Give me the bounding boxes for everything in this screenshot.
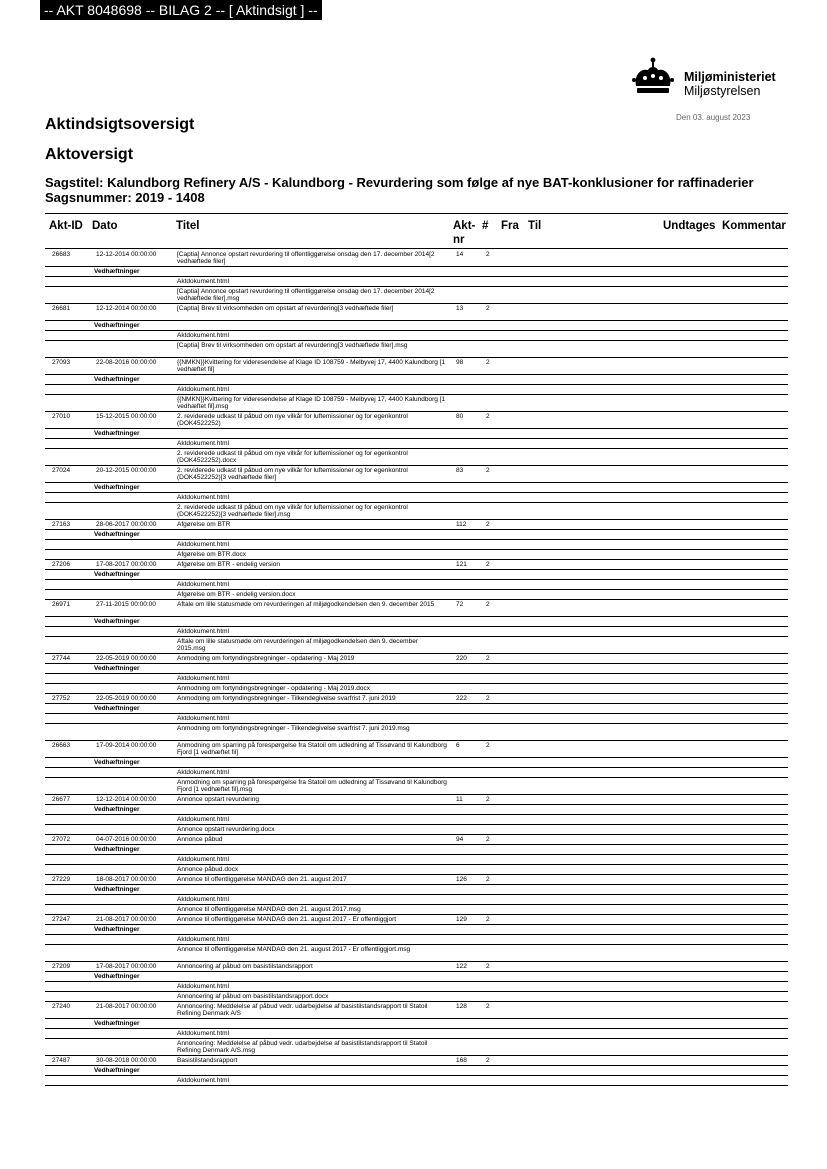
row-title: {{NMKN}}Kvittering for videresendelse af Klage ID 108759 - Melbyvej 17, 4400 Kalundborg [1 vedhæftet fil] xyxy=(177,359,446,374)
attachment-row xyxy=(45,503,788,520)
row-nr: 122 xyxy=(456,963,467,970)
table-row xyxy=(45,654,788,664)
attachment-name: Aktdokument.html xyxy=(177,628,230,635)
attachments-label-row xyxy=(45,530,788,540)
attachment-name: Annoncering af påbud om basistilstandsrapport.docx xyxy=(177,993,329,1000)
row-id: 27487 xyxy=(52,1057,71,1064)
attachment-name: Aktdokument.html xyxy=(177,494,230,501)
attachment-name: Afgørelse om BTR.docx xyxy=(177,551,246,558)
attachment-name: Aftale om lille statusmøde om revurderingen af miljøgodkendelsen den 9. december 2015.msg xyxy=(177,638,418,653)
row-nr: 98 xyxy=(456,359,464,366)
row-date: 20-12-2015 00:00:00 xyxy=(96,467,157,474)
row-title: Annonce påbud xyxy=(177,836,223,843)
row-id: 27209 xyxy=(52,963,71,970)
attachments-label: Vedhæftninger xyxy=(94,1020,140,1027)
attachments-label: Vedhæftninger xyxy=(94,846,140,853)
table-row xyxy=(45,915,788,925)
attachment-row xyxy=(45,825,788,835)
col-header-title: Titel xyxy=(176,220,200,232)
table-row xyxy=(45,694,788,704)
row-id: 27229 xyxy=(52,876,71,883)
attachments-label-row xyxy=(45,704,788,714)
attachments-label-row xyxy=(45,972,788,982)
row-count: 2 xyxy=(486,1057,490,1064)
row-title: Annoncering: Meddelelse af påbud vedr. udarbejdelse af basistilstandsrapport til Statoil Refining Denmark A/S xyxy=(177,1003,428,1018)
row-date: 12-12-2014 00:00:00 xyxy=(96,796,157,803)
row-count: 2 xyxy=(486,305,490,312)
attachment-row xyxy=(45,982,788,992)
table-row xyxy=(45,560,788,570)
attachment-row xyxy=(45,550,788,560)
row-title: Annonce til offentliggørelse MANDAG den 21. august 2017 xyxy=(177,876,347,883)
attachment-row xyxy=(45,778,788,795)
row-nr: 129 xyxy=(456,916,467,923)
attachments-label-row xyxy=(45,1019,788,1029)
row-nr: 11 xyxy=(456,796,463,803)
attachments-label: Vedhæftninger xyxy=(94,926,140,933)
page-subtitle: Aktoversigt xyxy=(45,146,134,163)
row-title: Anmodning om sparring på forespørgelse fra Statoil om udledning af Tissøvand til Kalundborg Fjord [1 vedhæftet fil] xyxy=(177,742,447,757)
row-id: 26681 xyxy=(52,305,71,312)
attachment-row xyxy=(45,395,788,412)
table-row xyxy=(45,358,788,375)
attachments-label-row xyxy=(45,429,788,439)
attachment-name: Annonce til offentliggørelse MANDAG den 21. august 2017.msg xyxy=(177,906,361,913)
attachment-row xyxy=(45,449,788,466)
attachment-row xyxy=(45,684,788,694)
attachment-row xyxy=(45,815,788,825)
attachment-row xyxy=(45,1029,788,1039)
row-id: 26663 xyxy=(52,742,71,749)
attachment-row xyxy=(45,493,788,503)
attachments-label-row xyxy=(45,925,788,935)
row-id: 26971 xyxy=(52,601,71,608)
table-row xyxy=(45,1002,788,1019)
attachments-label: Vedhæftninger xyxy=(94,268,140,275)
attachment-name: 2. reviderede udkast til påbud om nye vilkår for luftemissioner og for egenkontrol (DOK4522252)[3 vedhæftede filer].msg xyxy=(177,504,408,519)
attachment-name: Annoncering: Meddelelse af påbud vedr. udarbejdelse af basistilstandsrapport til Statoil Refining Denmark A/S.msg xyxy=(177,1040,428,1055)
attachments-label: Vedhæftninger xyxy=(94,886,140,893)
row-count: 2 xyxy=(486,876,490,883)
header-bottom-rule xyxy=(45,248,788,249)
row-title: Aftale om lille statusmøde om revurderingen af miljøgodkendelsen den 9. december 2015 xyxy=(177,601,435,608)
row-date: 15-12-2015 00:00:00 xyxy=(96,413,157,420)
logo-ministry-name: Miljøministeriet xyxy=(684,70,776,84)
attachments-label: Vedhæftninger xyxy=(94,973,140,980)
case-title: Sagstitel: Kalundborg Refinery A/S - Kalundborg - Revurdering som følge af nye BAT-konklusioner for raffinaderier xyxy=(45,175,754,190)
attachment-row xyxy=(45,439,788,449)
attachments-label: Vedhæftninger xyxy=(94,430,140,437)
attachments-label-row xyxy=(45,1066,788,1076)
attachment-name: Aktdokument.html xyxy=(177,440,230,447)
row-date: 22-05-2019 00:00:00 xyxy=(96,695,157,702)
attachments-label: Vedhæftninger xyxy=(94,705,140,712)
row-date: 04-07-2016 00:00:00 xyxy=(96,836,157,843)
attachment-name: Anmodning om fortyndingsbregninger - Tilkendegivelse svarfrist 7. juni 2019.msg xyxy=(177,725,410,732)
table-row xyxy=(45,962,788,972)
row-nr: 94 xyxy=(456,836,464,843)
row-id: 27024 xyxy=(52,467,71,474)
row-title: Annonce opstart revurdering xyxy=(177,796,260,803)
col-header-nr: Akt- nr xyxy=(453,220,476,246)
row-date: 28-06-2017 00:00:00 xyxy=(96,521,157,528)
row-title: Afgørelse om BTR - endelig version xyxy=(177,561,280,568)
page-title: Aktindsigtsoversigt xyxy=(45,116,195,133)
row-count: 2 xyxy=(486,467,490,474)
table-row xyxy=(45,466,788,483)
document-table xyxy=(45,250,788,1086)
col-header-hash: # xyxy=(482,220,489,232)
row-date: 27-11-2015 00:00:00 xyxy=(96,601,156,608)
attachment-row xyxy=(45,768,788,778)
row-title: [Captia] Brev til virksomheden om opstart af revurdering[3 vedhæftede filer] xyxy=(177,305,394,312)
row-id: 27752 xyxy=(52,695,71,702)
row-id: 27240 xyxy=(52,1003,71,1010)
case-info xyxy=(45,175,754,205)
table-row xyxy=(45,600,788,617)
row-nr: 220 xyxy=(456,655,467,662)
attachment-row xyxy=(45,905,788,915)
row-id: 27072 xyxy=(52,836,71,843)
attachment-name: Annonce opstart revurdering.docx xyxy=(177,826,275,833)
row-id: 27206 xyxy=(52,561,71,568)
table-row xyxy=(45,250,788,267)
row-date: 12-12-2014 00:00:00 xyxy=(96,305,157,312)
row-count: 2 xyxy=(486,742,490,749)
attachment-row xyxy=(45,277,788,287)
row-date: 12-12-2014 00:00:00 xyxy=(96,251,157,258)
attachment-name: Aktdokument.html xyxy=(177,581,230,588)
logo-agency-name: Miljøstyrelsen xyxy=(684,84,761,98)
attachment-name: Aktdokument.html xyxy=(177,541,230,548)
attachments-label-row xyxy=(45,483,788,493)
row-count: 2 xyxy=(486,916,490,923)
row-date: 17-08-2017 00:00:00 xyxy=(96,963,157,970)
attachment-name: Anmodning om fortyndingsbregninger - opdatering - Maj 2019.docx xyxy=(177,685,370,692)
row-nr: 222 xyxy=(456,695,467,702)
attachment-row xyxy=(45,627,788,637)
col-header-kommentar: Kommentar xyxy=(722,220,786,232)
row-nr: 14 xyxy=(456,251,464,258)
attachment-name: Afgørelse om BTR - endelig version.docx xyxy=(177,591,296,598)
row-title: Afgørelse om BTR xyxy=(177,521,231,528)
row-nr: 6 xyxy=(456,742,460,749)
row-nr: 13 xyxy=(456,305,464,312)
row-title: Anmodning om fortyndingsbregninger - Tilkendegivelse svarfrist 7. juni 2019 xyxy=(177,695,396,702)
row-date: 17-09-2014 00:00:00 xyxy=(96,742,157,749)
attachment-row xyxy=(45,341,788,358)
attachment-name: Aktdokument.html xyxy=(177,936,230,943)
attachments-label-row xyxy=(45,267,788,277)
col-header-fra: Fra xyxy=(501,220,519,232)
attachments-label-row xyxy=(45,805,788,815)
row-nr: 83 xyxy=(456,467,464,474)
row-title: 2. reviderede udkast til påbud om nye vilkår for luftemissioner og for egenkontrol (DOK4522252) xyxy=(177,413,408,428)
attachment-name: Aktdokument.html xyxy=(177,386,230,393)
attachments-label: Vedhæftninger xyxy=(94,531,140,538)
attachment-row xyxy=(45,674,788,684)
attachment-name: Annonce til offentliggørelse MANDAG den 21. august 2017 - Er offentliggjort.msg xyxy=(177,946,411,953)
document-date: Den 03. august 2023 xyxy=(676,113,751,122)
attachments-label-row xyxy=(45,617,788,627)
attachment-row xyxy=(45,865,788,875)
col-header-id: Akt-ID xyxy=(49,220,83,232)
row-date: 17-08-2017 00:00:00 xyxy=(96,561,157,568)
attachments-label-row xyxy=(45,570,788,580)
row-nr: 168 xyxy=(456,1057,467,1064)
attachments-label: Vedhæftninger xyxy=(94,665,140,672)
row-nr: 128 xyxy=(456,1003,467,1010)
row-title: 2. reviderede udkast til påbud om nye vilkår for luftemissioner og for egenkontrol (DOK4522252)[3 vedhæftede filer] xyxy=(177,467,408,482)
row-title: Anmodning om fortyndingsbregninger - opdatering - Maj 2019 xyxy=(177,655,355,662)
attachment-row xyxy=(45,637,788,654)
row-count: 2 xyxy=(486,521,490,528)
attachments-label-row xyxy=(45,664,788,674)
row-id: 27247 xyxy=(52,916,71,923)
attachment-row xyxy=(45,1076,788,1086)
table-row xyxy=(45,875,788,885)
row-title: [Captia] Annonce opstart revurdering til offentliggørelse onsdag den 17. december 2014[2 vedhæftede filer] xyxy=(177,251,435,266)
row-nr: 121 xyxy=(456,561,467,568)
attachments-label-row xyxy=(45,321,788,331)
col-header-til: Til xyxy=(528,220,542,232)
row-id: 26677 xyxy=(52,796,71,803)
row-date: 21-08-2017 00:00:00 xyxy=(96,916,157,923)
attachments-label: Vedhæftninger xyxy=(94,759,140,766)
table-row xyxy=(45,520,788,530)
row-date: 21-08-2017 00:00:00 xyxy=(96,1003,157,1010)
attachment-name: Annonce påbud.docx xyxy=(177,866,239,873)
attachment-name: Aktdokument.html xyxy=(177,278,230,285)
attachment-row xyxy=(45,945,788,962)
attachment-name: [Captia] Brev til virksomheden om opstart af revurdering[3 vedhæftede filer].msg xyxy=(177,342,408,349)
attachment-row xyxy=(45,580,788,590)
row-count: 2 xyxy=(486,359,490,366)
row-id: 27163 xyxy=(52,521,71,528)
row-count: 2 xyxy=(486,413,490,420)
attachments-label-row xyxy=(45,885,788,895)
attachment-name: Aktdokument.html xyxy=(177,1030,230,1037)
row-nr: 80 xyxy=(456,413,464,420)
row-count: 2 xyxy=(486,796,490,803)
attachments-label-row xyxy=(45,375,788,385)
row-id: 27744 xyxy=(52,655,71,662)
attachment-name: 2. reviderede udkast til påbud om nye vilkår for luftemissioner og for egenkontrol (DOK4522252).docx xyxy=(177,450,408,465)
attachment-row xyxy=(45,935,788,945)
col-header-undtages: Undtages xyxy=(663,220,716,232)
ministry-logo xyxy=(628,56,788,102)
row-nr: 126 xyxy=(456,876,467,883)
header-top-rule xyxy=(45,213,788,214)
row-date: 22-05-2019 00:00:00 xyxy=(96,655,157,662)
crown-icon xyxy=(628,56,678,102)
row-title: Annonce til offentliggørelse MANDAG den 21. august 2017 - Er offentliggjort xyxy=(177,916,397,923)
attachment-name: Aktdokument.html xyxy=(177,675,230,682)
attachment-row xyxy=(45,895,788,905)
attachment-name: [Captia] Annonce opstart revurdering til offentliggørelse onsdag den 17. december 2014[2 vedhæftede filer].msg xyxy=(177,288,435,303)
row-count: 2 xyxy=(486,963,490,970)
attachment-row xyxy=(45,1039,788,1056)
table-row xyxy=(45,412,788,429)
row-date: 18-08-2017 00:00:00 xyxy=(96,876,157,883)
row-nr: 112 xyxy=(456,521,467,528)
attachment-name: Aktdokument.html xyxy=(177,856,230,863)
attachment-row xyxy=(45,287,788,304)
row-date: 30-08-2018 00:00:00 xyxy=(96,1057,157,1064)
document-banner: -- AKT 8048698 -- BILAG 2 -- [ Aktindsigt ] -- xyxy=(40,0,322,20)
row-count: 2 xyxy=(486,601,490,608)
attachments-label: Vedhæftninger xyxy=(94,806,140,813)
row-count: 2 xyxy=(486,251,490,258)
table-row xyxy=(45,835,788,845)
row-count: 2 xyxy=(486,836,490,843)
attachment-row xyxy=(45,992,788,1002)
row-title: Basistilstandsrapport xyxy=(177,1057,238,1064)
attachment-row xyxy=(45,714,788,724)
attachment-name: Aktdokument.html xyxy=(177,715,230,722)
attachment-name: Aktdokument.html xyxy=(177,332,230,339)
attachment-name: Aktdokument.html xyxy=(177,816,230,823)
row-nr: 72 xyxy=(456,601,464,608)
table-row xyxy=(45,304,788,321)
table-row xyxy=(45,1056,788,1066)
case-number: Sagsnummer: 2019 - 1408 xyxy=(45,190,205,205)
attachment-name: {{NMKN}}Kvittering for videresendelse af Klage ID 108759 - Melbyvej 17, 4400 Kalundborg [1 vedhæftet fil].msg xyxy=(177,396,446,411)
attachments-label: Vedhæftninger xyxy=(94,484,140,491)
row-date: 22-08-2016 00:00:00 xyxy=(96,359,157,366)
attachment-row xyxy=(45,385,788,395)
attachments-label: Vedhæftninger xyxy=(94,618,140,625)
table-row xyxy=(45,795,788,805)
attachment-name: Aktdokument.html xyxy=(177,983,230,990)
attachment-name: Aktdokument.html xyxy=(177,769,230,776)
attachments-label: Vedhæftninger xyxy=(94,571,140,578)
attachment-name: Aktdokument.html xyxy=(177,896,230,903)
attachments-label: Vedhæftninger xyxy=(94,376,140,383)
table-row xyxy=(45,741,788,758)
attachment-row xyxy=(45,540,788,550)
row-count: 2 xyxy=(486,1003,490,1010)
attachment-row xyxy=(45,724,788,741)
col-header-date: Dato xyxy=(92,220,118,232)
attachment-row xyxy=(45,331,788,341)
row-id: 27093 xyxy=(52,359,71,366)
attachments-label-row xyxy=(45,845,788,855)
row-count: 2 xyxy=(486,561,490,568)
row-title: Annoncering af påbud om basistilstandsrapport xyxy=(177,963,313,970)
attachment-row xyxy=(45,590,788,600)
attachments-label: Vedhæftninger xyxy=(94,322,140,329)
row-id: 27010 xyxy=(52,413,71,420)
row-id: 26683 xyxy=(52,251,71,258)
attachment-name: Aktdokument.html xyxy=(177,1077,230,1084)
row-count: 2 xyxy=(486,695,490,702)
attachments-label-row xyxy=(45,758,788,768)
attachment-row xyxy=(45,855,788,865)
row-count: 2 xyxy=(486,655,490,662)
attachments-label: Vedhæftninger xyxy=(94,1067,140,1074)
attachment-name: Anmodning om sparring på forespørgelse fra Statoil om udledning af Tissøvand til Kalundborg Fjord [1 vedhæftet fil].msg xyxy=(177,779,447,794)
